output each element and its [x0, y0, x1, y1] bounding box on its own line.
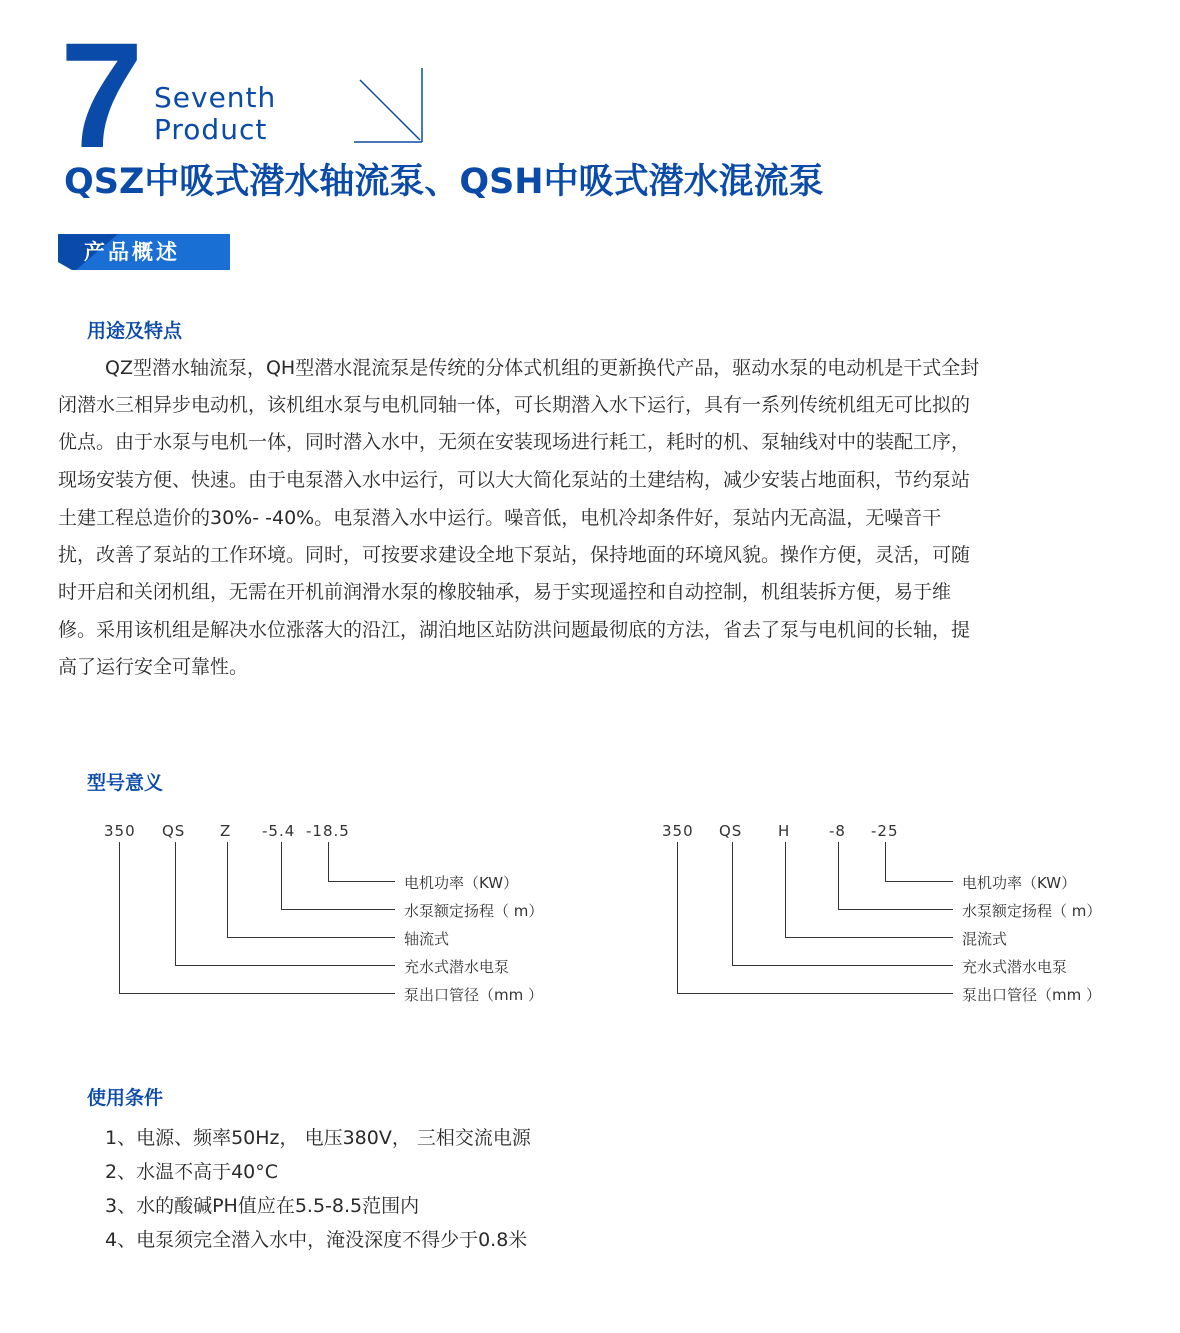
label-power: 电机功率（KW） [404, 874, 519, 892]
product-number: 7 [60, 11, 140, 179]
code-head: -8 [829, 822, 846, 840]
paragraph-line: 优点。由于水泵与电机一体，同时潜入水中，无须在安装现场进行耗工，耗时的机、泵轴线对中的装配工序， [58, 431, 971, 453]
usage-heading: 用途及特点 [87, 320, 183, 342]
code-type: QS [162, 822, 186, 840]
label-head: 水泵额定扬程（ m） [404, 902, 544, 920]
condition-item: 4、电泵须完全潜入水中，淹没深度不得少于0.8米 [105, 1229, 528, 1251]
code-diameter: 350 [662, 822, 694, 840]
arrow-down-right-icon [350, 66, 430, 146]
model-heading: 型号意义 [87, 772, 164, 794]
banner-label: 产品概述 [84, 240, 180, 264]
subtitle-product: Product [154, 113, 268, 146]
label-flow: 混流式 [962, 930, 1008, 948]
label-flow: 轴流式 [404, 930, 450, 948]
label-diameter: 泵出口管径（mm ） [404, 986, 543, 1004]
paragraph-line: 闭潜水三相异步电动机，该机组水泵与电机同轴一体，可长期潜入水下运行，具有一系列传统机组无可比拟的 [58, 394, 971, 416]
condition-item: 2、水温不高于40°C [105, 1161, 279, 1183]
paragraph-line: 土建工程总造价的30%- -40%。电泵潜入水中运行。噪音低，电机冷却条件好，泵站内无高温，无噪音干 [58, 507, 942, 529]
label-pump: 充水式潜水电泵 [962, 958, 1068, 976]
code-head: -5.4 [262, 822, 296, 840]
paragraph-line: 修。采用该机组是解决水位涨落大的沿江，湖泊地区站防洪问题最彻底的方法，省去了泵与电机间的长轴，提 [58, 619, 971, 641]
code-power: -18.5 [306, 822, 350, 840]
paragraph-line: 时开启和关闭机组，无需在开机前润滑水泵的橡胶轴承，易于实现遥控和自动控制，机组装拆方便，易于维 [58, 581, 952, 603]
paragraph-line: QZ型潜水轴流泵，QH型潜水混流泵是传统的分体式机组的更新换代产品，驱动水泵的电动机是干式全封 [105, 357, 980, 379]
code-flow: H [778, 822, 791, 840]
paragraph-line: 扰，改善了泵站的工作环境。同时，可按要求建设全地下泵站，保持地面的环境风貌。操作方便，灵活，可随 [58, 544, 971, 566]
label-pump: 充水式潜水电泵 [404, 958, 510, 976]
page-title: QSZ中吸式潜水轴流泵、QSH中吸式潜水混流泵 [64, 162, 824, 202]
code-power: -25 [871, 822, 899, 840]
code-type: QS [719, 822, 743, 840]
label-power: 电机功率（KW） [962, 874, 1077, 892]
code-diameter: 350 [104, 822, 136, 840]
label-head: 水泵额定扬程（ m） [962, 902, 1102, 920]
label-diameter: 泵出口管径（mm ） [962, 986, 1101, 1004]
paragraph-line: 现场安装方便、快速。由于电泵潜入水中运行，可以大大简化泵站的土建结构，减少安装占地面积，节约泵站 [58, 469, 971, 491]
condition-item: 3、水的酸碱PH值应在5.5-8.5范围内 [105, 1195, 420, 1217]
condition-item: 1、电源、频率50Hz， 电压380V， 三相交流电源 [105, 1127, 531, 1149]
subtitle-seventh: Seventh [154, 81, 277, 114]
code-flow: Z [220, 822, 232, 840]
conditions-heading: 使用条件 [87, 1087, 164, 1109]
paragraph-line: 高了运行安全可靠性。 [58, 656, 249, 678]
